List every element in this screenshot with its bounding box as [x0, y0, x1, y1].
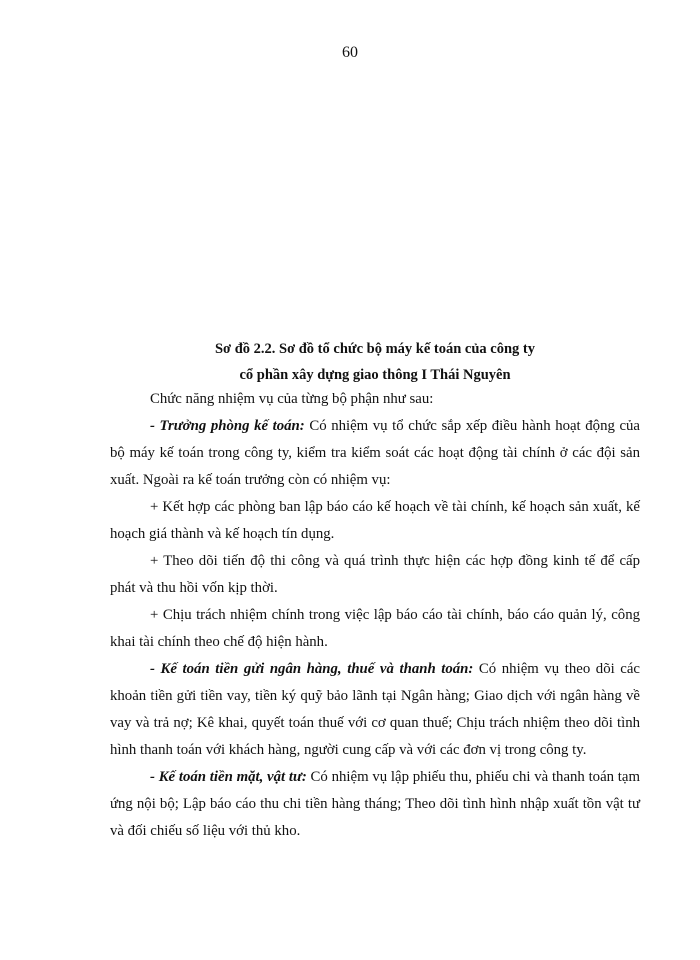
bullet-item: + Theo dõi tiến độ thi công và quá trình thực hiện các hợp đồng kinh tế để cấp phát và thu hồi vốn kịp thời.: [110, 553, 640, 596]
section-bank-tax-payment: [110, 656, 640, 764]
section-chief-accountant-text: Có nhiệm vụ tổ chức sắp xếp điều hành hoạt động của bộ máy kế toán trong công ty, kiểm tra kiểm soát các hoạt động tài chính ở các đội sản xuất. Ngoài ra kế toán trưởng còn có nhiệm vụ:: [110, 418, 641, 488]
bullet-item: + Chịu trách nhiệm chính trong việc lập báo cáo tài chính, báo cáo quản lý, công khai tài chính theo chế độ hiện hành.: [110, 607, 640, 650]
section-cash-materials-text: Có nhiệm vụ lập phiếu thu, phiếu chi và thanh toán tạm ứng nội bộ; Lập báo cáo thu chi tiền hàng tháng; Theo dõi tình hình nhập xuất tồn vật tư và đối chiếu số liệu với thủ kho.: [110, 769, 640, 839]
section-chief-accountant-lead: - Trưởng phòng kế toán:: [150, 418, 305, 434]
section-cash-materials: [110, 764, 640, 845]
section-cash-materials-lead: - Kế toán tiền mặt, vật tư:: [150, 769, 307, 785]
body-content: [110, 386, 640, 845]
bullet-item: + Kết hợp các phòng ban lập báo cáo kế hoạch về tài chính, kế hoạch sản xuất, kế hoạch giá thành và kế hoạch tín dụng.: [110, 499, 640, 542]
section-bank-tax-payment-text: Có nhiệm vụ theo dõi các khoản tiền gửi tiền vay, tiền ký quỹ bảo lãnh tại Ngân hàng; Giao dịch với ngân hàng về vay và trả nợ; Kê khai, quyết toán thuế với cơ quan thuế; Chịu trách nhiệm theo dõi tình hình thanh toán với khách hàng, người cung cấp và với các đơn vị trong công ty.: [110, 661, 640, 758]
section-bank-tax-payment-lead: - Kế toán tiền gửi ngân hàng, thuế và thanh toán:: [150, 661, 474, 677]
page-number: 60: [342, 44, 358, 61]
diagram-caption-line-1: Sơ đồ 2.2. Sơ đồ tổ chức bộ máy kế toán của công ty: [214, 341, 536, 357]
diagram-caption-line-2: cổ phần xây dựng giao thông I Thái Nguyên: [239, 367, 511, 383]
intro-paragraph: Chức năng nhiệm vụ của từng bộ phận như sau:: [150, 391, 434, 407]
diagram-placeholder-area: [110, 90, 630, 330]
section-chief-accountant: [110, 413, 640, 494]
